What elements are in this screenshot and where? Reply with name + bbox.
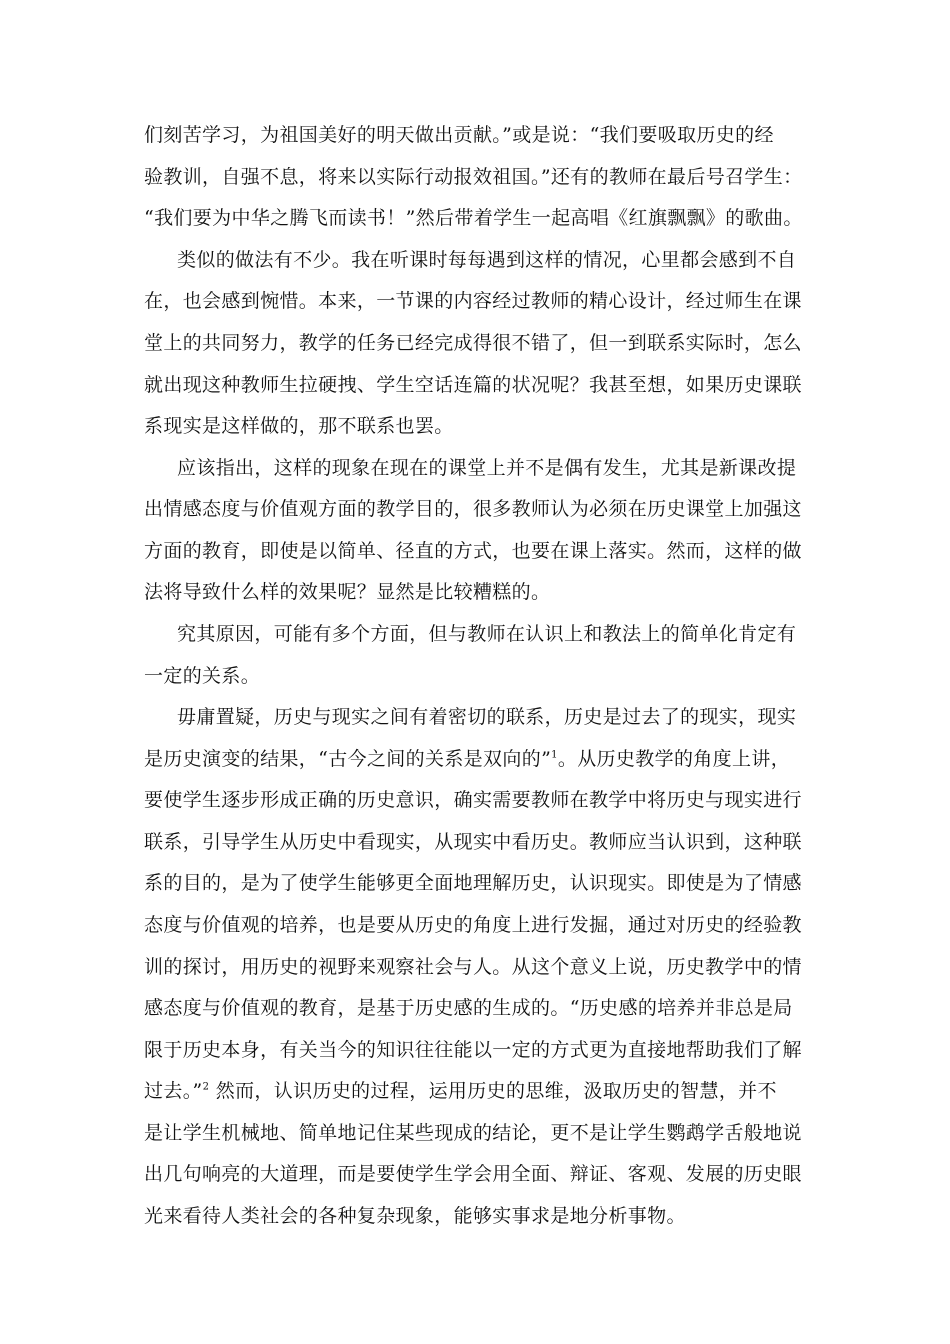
text-line: 训的探讨，用历史的视野来观察社会与人。从这个意义上说，历史教学中的情 bbox=[144, 956, 802, 978]
paragraph-first-line: 应该指出，这样的现象在现在的课堂上并不是偶有发生，尤其是新课改提 bbox=[177, 457, 797, 479]
text-line: 光来看待人类社会的各种复杂现象，能够实事求是地分析事物。 bbox=[144, 1205, 686, 1227]
text-line: 一定的关系。 bbox=[144, 665, 261, 687]
text-line: “我们要为中华之腾飞而读书！”然后带着学生一起高唱《红旗飘飘》的歌曲。 bbox=[144, 207, 803, 229]
text-line: 态度与价值观的培养，也是要从历史的角度上进行发掘，通过对历史的经验教 bbox=[144, 914, 802, 936]
text-line-with-footnote bbox=[144, 1079, 814, 1103]
paragraph-first-line: 究其原因，可能有多个方面，但与教师在认识上和教法上的简单化肯定有 bbox=[177, 623, 797, 645]
paragraph-first-line: 类似的做法有不少。我在听课时每每遇到这样的情况，心里都会感到不自 bbox=[177, 249, 797, 271]
text-line: 是让学生机械地、简单地记住某些现成的结论，更不是让学生鹦鹉学舌般地说 bbox=[144, 1122, 802, 1144]
text-segment: 。从历史教学的角度上讲， bbox=[557, 748, 791, 770]
text-segment: 然而，认识历史的过程，运用历史的思维，汲取历史的智慧，并不 bbox=[209, 1080, 777, 1102]
paragraph-first-line: 毋庸置疑，历史与现实之间有着密切的联系，历史是过去了的现实，现实 bbox=[177, 706, 797, 728]
text-line: 验教训，自强不息，将来以实际行动报效祖国。”还有的教师在最后号召学生： bbox=[144, 166, 803, 188]
text-line: 限于历史本身，有关当今的知识往往能以一定的方式更为直接地帮助我们了解 bbox=[144, 1039, 802, 1061]
text-line: 出情感态度与价值观方面的教学目的，很多教师认为必须在历史课堂上加强这 bbox=[144, 498, 802, 520]
text-line: 系现实是这样做的，那不联系也罢。 bbox=[144, 415, 454, 437]
text-line: 就出现这种教师生拉硬拽、学生空话连篇的状况呢？我甚至想，如果历史课联 bbox=[144, 374, 802, 396]
text-line: 系的目的，是为了使学生能够更全面地理解历史，认识现实。即使是为了情感 bbox=[144, 872, 802, 894]
text-line: 感态度与价值观的教育，是基于历史感的生成的。“历史感的培养并非总是局 bbox=[144, 997, 793, 1019]
footnote-mark: 2 bbox=[202, 1081, 210, 1093]
text-line-with-footnote bbox=[144, 747, 814, 771]
text-line: 们刻苦学习，为祖国美好的明天做出贡献。”或是说：“我们要吸取历史的经 bbox=[144, 124, 774, 146]
text-line: 在，也会感到惋惜。本来，一节课的内容经过教师的精心设计，经过师生在课 bbox=[144, 290, 802, 312]
text-line: 堂上的共同努力，教学的任务已经完成得很不错了，但一到联系实际时，怎么 bbox=[144, 332, 802, 354]
text-line: 要使学生逐步形成正确的历史意识，确实需要教师在教学中将历史与现实进行 bbox=[144, 789, 802, 811]
footnote-mark: 1 bbox=[551, 749, 558, 761]
text-line: 联系，引导学生从历史中看现实，从现实中看历史。教师应当认识到，这种联 bbox=[144, 831, 802, 853]
text-line: 方面的教育，即使是以简单、径直的方式，也要在课上落实。然而，这样的做 bbox=[144, 540, 802, 562]
text-line: 出几句响亮的大道理，而是要使学生学会用全面、辩证、客观、发展的历史眼 bbox=[144, 1163, 802, 1185]
text-line: 法将导致什么样的效果呢？显然是比较糟糕的。 bbox=[144, 581, 551, 603]
text-segment: 是历史演变的结果，“古今之间的关系是双向的” bbox=[144, 748, 552, 770]
text-segment: 过去。” bbox=[144, 1080, 203, 1102]
